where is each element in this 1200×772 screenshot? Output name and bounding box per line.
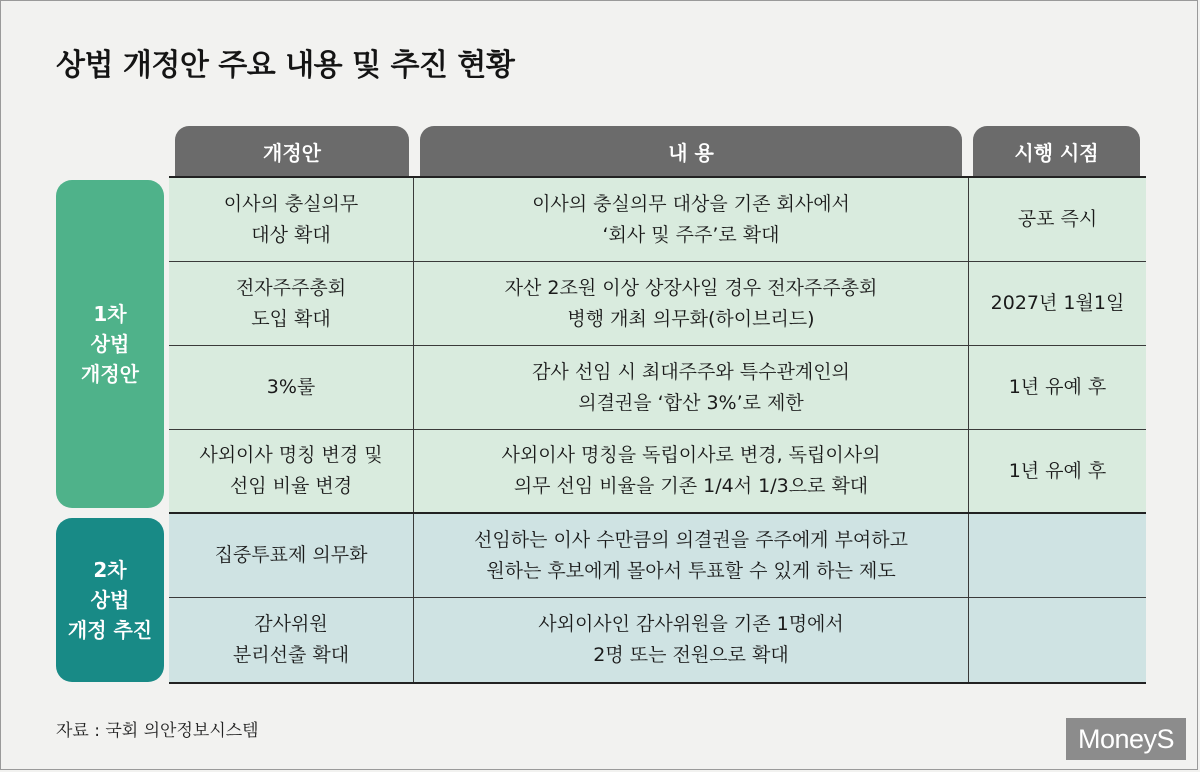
content-cell: 감사 선임 시 최대주주와 특수관계인의 의결권을 ‘합산 3%’로 제한 xyxy=(414,346,969,429)
table-row xyxy=(169,598,1146,682)
amendment-cell: 이사의 충실의무 대상 확대 xyxy=(169,178,414,261)
group-label-first-amendment: 1차 상법 개정안 xyxy=(56,180,164,508)
moneys-logo: MoneyS xyxy=(1066,718,1186,760)
content-cell: 이사의 충실의무 대상을 기존 회사에서 ‘회사 및 주주’로 확대 xyxy=(414,178,969,261)
amendment-table xyxy=(169,176,1146,684)
header-content: 내 용 xyxy=(420,126,962,176)
amendment-cell: 전자주주총회 도입 확대 xyxy=(169,262,414,345)
header-amendment: 개정안 xyxy=(175,126,409,176)
timing-cell xyxy=(969,514,1146,597)
content-cell: 사외이사 명칭을 독립이사로 변경, 독립이사의 의무 선임 비율을 기존 1/4서 1/3으로 확대 xyxy=(414,430,969,512)
source-note: 자료 : 국회 의안정보시스템 xyxy=(56,721,259,741)
amendment-cell: 3%룰 xyxy=(169,346,414,429)
group-label-second-amendment: 2차 상법 개정 추진 xyxy=(56,518,164,682)
timing-cell: 공포 즉시 xyxy=(1017,208,1098,230)
table-row xyxy=(169,262,1146,346)
timing-cell xyxy=(969,598,1146,682)
content-cell: 사외이사인 감사위원을 기존 1명에서 2명 또는 전원으로 확대 xyxy=(414,598,969,682)
header-timing: 시행 시점 xyxy=(973,126,1140,176)
table-row xyxy=(169,430,1146,514)
amendment-cell: 사외이사 명칭 변경 및 선임 비율 변경 xyxy=(169,430,414,512)
page-title: 상법 개정안 주요 내용 및 추진 현황 xyxy=(56,48,515,83)
amendment-cell: 집중투표제 의무화 xyxy=(169,514,414,597)
timing-cell: 1년 유예 후 xyxy=(1008,376,1107,398)
content-cell: 선임하는 이사 수만큼의 의결권을 주주에게 부여하고 원하는 후보에게 몰아서 투표할 수 있게 하는 제도 xyxy=(414,514,969,597)
timing-cell: 2027년 1월1일 xyxy=(990,292,1125,314)
table-row xyxy=(169,178,1146,262)
content-cell: 자산 2조원 이상 상장사일 경우 전자주주총회 병행 개최 의무화(하이브리드) xyxy=(414,262,969,345)
table-row xyxy=(169,514,1146,598)
amendment-cell: 감사위원 분리선출 확대 xyxy=(169,598,414,682)
timing-cell: 1년 유예 후 xyxy=(1008,459,1107,482)
table-row xyxy=(169,346,1146,430)
